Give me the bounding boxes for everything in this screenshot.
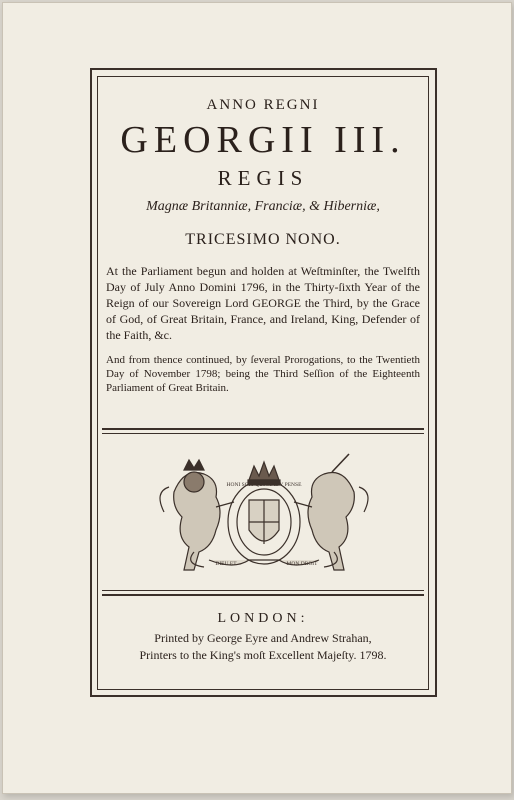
motto-right: MON DROIT [286, 561, 318, 567]
regis-title: REGIS [217, 166, 309, 190]
divider-upper-single [102, 433, 424, 434]
garter-motto: HONI SOIT QUI MAL Y PENSE [226, 482, 302, 488]
divider-lower-double [102, 594, 424, 596]
anno-regni: ANNO REGNI [206, 97, 320, 113]
imprint-text [102, 630, 424, 664]
parliament-paragraph: At the Parliament begun and holden at Weſtminſter, the Twelfth Day of July Anno Domini 1796, in the Thirty-ſixth Year of the Reign of our Sovereign Lord GEORGE the Third, by the Grace of God, of Great Britain, France, and Ireland, King, Defender of the Faith, &c. [106, 264, 420, 342]
title-block [102, 87, 424, 395]
royal-coat-of-arms [154, 452, 374, 577]
divider-lower-single [102, 590, 424, 591]
unicorn-icon [308, 472, 354, 570]
imprint-printed-by: Printed by George Eyre and Andrew Strahan, [154, 631, 372, 645]
divider-upper-double [102, 428, 424, 430]
motto-left: DIEU ET [215, 561, 237, 567]
imprint-printers-to: Printers to the King's moſt Excellent Majeſty. 1798. [139, 648, 387, 662]
regnal-year: TRICESIMO NONO. [185, 231, 341, 248]
imprint-place: LONDON: [217, 611, 309, 626]
georgii-title: GEORGII III. [120, 119, 406, 161]
crown-icon [249, 462, 279, 480]
prorogation-paragraph: And from thence continued, by ſeveral Prorogations, to the Twentieth Day of November 1798; being the Third Seſſion of the Eighteenth Parliament of Great Britain. [106, 354, 420, 394]
realm-line: Magnæ Britanniæ, Franciæ, & Hiberniæ, [146, 199, 380, 214]
document-page [2, 2, 512, 794]
